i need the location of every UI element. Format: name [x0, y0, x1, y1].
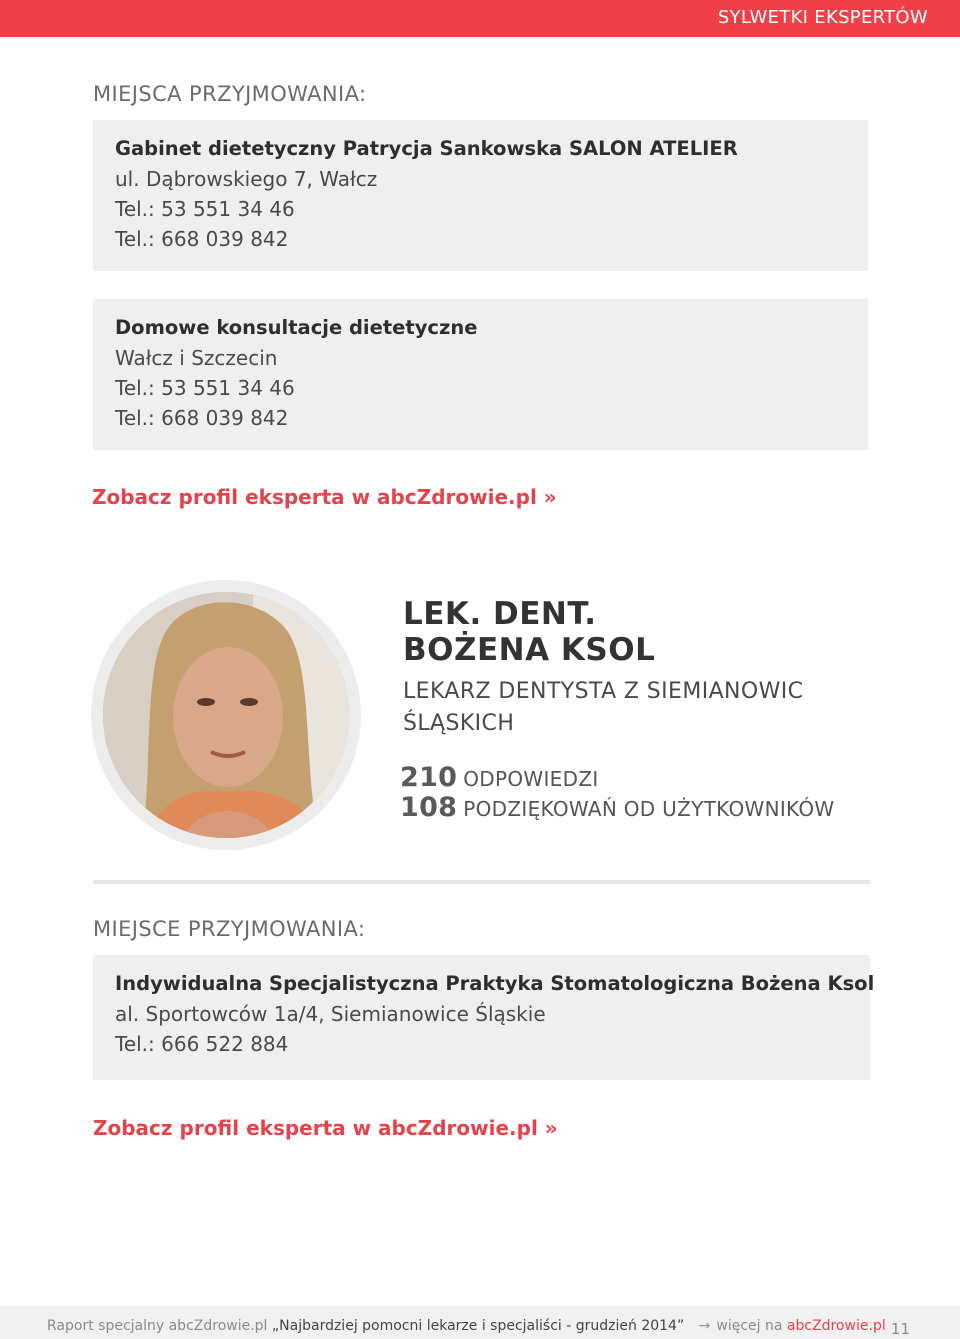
place-label: MIEJSCE PRZYJMOWANIA:	[93, 917, 366, 941]
avatar-frame	[91, 580, 361, 850]
expert-title-line: LEK. DENT.	[403, 596, 597, 632]
top-bar	[0, 0, 960, 37]
expert-profile-link[interactable]: Zobacz profil eksperta w abcZdrowie.pl »	[92, 485, 557, 509]
thanks-count: 108	[400, 792, 458, 823]
footer	[0, 1306, 960, 1339]
place-card-2	[93, 299, 868, 450]
places-label: MIEJSCA PRZYJMOWANIA:	[93, 82, 367, 106]
expert-specialization: LEKARZ DENTYSTA Z SIEMIANOWIC ŚLĄSKICH	[403, 679, 804, 736]
place-address: ul. Dąbrowskiego 7, Wałcz	[115, 167, 378, 191]
place-phone: Tel.: 668 039 842	[115, 406, 289, 430]
place-name: Domowe konsultacje dietetyczne	[115, 316, 478, 339]
divider	[93, 880, 870, 884]
place-name: Indywidualna Specjalistyczna Praktyka Stomatologiczna Bożena Ksol	[115, 972, 875, 995]
footer-text	[47, 1318, 886, 1334]
answers-label: ODPOWIEDZI	[463, 767, 599, 791]
place-phone: Tel.: 666 522 884	[115, 1032, 289, 1056]
more-prefix: więcej na	[716, 1318, 783, 1334]
portrait-image	[103, 592, 349, 838]
place-phone: Tel.: 53 551 34 46	[115, 376, 295, 400]
place-card-1	[93, 120, 868, 271]
thanks-label: PODZIĘKOWAŃ OD UŻYTKOWNIKÓW	[463, 797, 835, 821]
place-phone: Tel.: 53 551 34 46	[115, 197, 295, 221]
place-address: Wałcz i Szczecin	[115, 346, 278, 370]
place-card-3	[93, 955, 875, 1080]
expert-profile-link[interactable]: Zobacz profil eksperta w abcZdrowie.pl »	[93, 1116, 558, 1140]
report-title: „Najbardziej pomocni lekarze i specjaliści - grudzień 2014”	[271, 1318, 685, 1334]
answers-count: 210	[400, 762, 458, 793]
more-link[interactable]: abcZdrowie.pl	[786, 1318, 886, 1334]
place-name: Gabinet dietetyczny Patrycja Sankowska SALON ATELIER	[115, 137, 738, 160]
expert-name	[403, 596, 655, 668]
section-title: SYLWETKI EKSPERTÓW	[717, 7, 928, 28]
expert-photo	[103, 592, 349, 838]
place-address: al. Sportowców 1a/4, Siemianowice Śląskie	[115, 1002, 546, 1026]
page-number: 11	[890, 1320, 910, 1338]
footer-prefix: Raport specjalny abcZdrowie.pl	[47, 1318, 268, 1334]
arrow-right-icon: →	[698, 1318, 711, 1334]
place-phone: Tel.: 668 039 842	[115, 227, 289, 251]
answers-stat	[400, 762, 599, 793]
expert-name-line: BOŻENA KSOL	[403, 632, 656, 668]
thanks-stat	[400, 792, 834, 823]
